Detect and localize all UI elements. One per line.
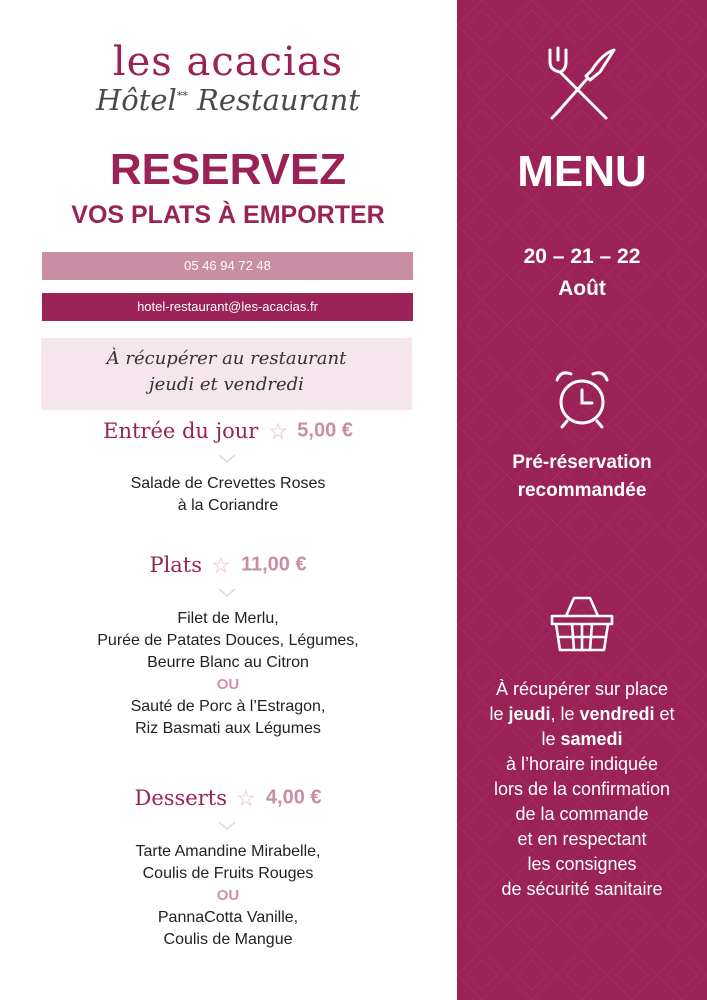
dish-line: Sauté de Porc à l’Estragon,: [130, 698, 326, 715]
dish-entree: [0, 473, 456, 517]
section-header-entree: [0, 419, 456, 443]
prereservation-notice: [457, 449, 707, 505]
dish-line: Salade de Crevettes Roses: [130, 475, 326, 492]
menu-title: MENU: [517, 147, 647, 196]
dish-line: Beurre Blanc au Citron: [147, 654, 309, 671]
section-name: Entrée du jour: [103, 419, 259, 443]
pickup-line: et en respectant: [517, 829, 647, 849]
dish-desserts: [0, 841, 456, 951]
menu-dates: [457, 241, 707, 305]
chevron-down-icon: [217, 820, 237, 832]
chevron-down-icon: [217, 587, 237, 599]
day-thursday: jeudi: [508, 704, 551, 724]
dish-line: à la Coriandre: [177, 497, 279, 514]
section-price: 5,00 €: [297, 419, 353, 442]
or-separator: OU: [216, 676, 240, 693]
or-separator: OU: [216, 887, 240, 904]
dish-plats: [0, 608, 456, 740]
logo-stars: **: [176, 89, 188, 103]
pickup-line: lors de la confirmation: [493, 779, 671, 799]
logo-subtitle: [0, 83, 456, 117]
page-title: RESERVEZ: [109, 145, 347, 194]
dish-line: Coulis de Mangue: [163, 931, 293, 948]
section-name: Plats: [149, 553, 203, 577]
pickup-line: à l’horaire indiquée: [505, 754, 659, 774]
pickup-note-line2: jeudi et vendredi: [149, 374, 304, 395]
page-subtitle: VOS PLATS À EMPORTER: [71, 201, 385, 229]
logo-hotel: Hôtel: [95, 83, 177, 117]
section-price: 11,00 €: [240, 553, 307, 576]
dish-line: Tarte Amandine Mirabelle,: [135, 843, 321, 860]
email-address[interactable]: hotel-restaurant@les-acacias.fr: [42, 293, 413, 321]
pickup-line: de la commande: [515, 804, 649, 824]
pickup-line: le jeudi, le vendredi et: [489, 704, 675, 724]
menu-panel: [457, 0, 707, 1000]
date-range: 20 – 21 – 22: [523, 245, 641, 268]
phone-number[interactable]: 05 46 94 72 48: [42, 252, 413, 280]
hotel-logo: [0, 39, 456, 132]
prereservation-line1: Pré-réservation: [512, 452, 652, 473]
pickup-note-line1: À récupérer au restaurant: [106, 348, 347, 369]
star-icon: [269, 422, 287, 440]
pickup-line: les consignes: [527, 854, 637, 874]
pickup-line: de sécurité sanitaire: [501, 879, 663, 899]
dish-line: PannaCotta Vanille,: [157, 909, 299, 926]
dish-line: Coulis de Fruits Rouges: [142, 865, 314, 882]
pickup-note: [41, 338, 412, 410]
cutlery-icon: [542, 44, 622, 124]
section-header-desserts: [0, 786, 456, 810]
prereservation-line2: recommandée: [517, 480, 647, 501]
section-price: 4,00 €: [265, 786, 322, 809]
logo-restaurant: Restaurant: [197, 83, 361, 117]
basket-icon: [550, 594, 614, 654]
dish-line: Purée de Patates Douces, Légumes,: [97, 632, 359, 649]
star-icon: [237, 789, 255, 807]
section-header-plats: [0, 553, 456, 577]
dish-line: Filet de Merlu,: [177, 610, 279, 627]
pickup-instructions: [457, 677, 707, 902]
pickup-line: À récupérer sur place: [495, 679, 669, 699]
dish-line: Riz Basmati aux Légumes: [135, 720, 321, 737]
day-saturday: samedi: [560, 729, 623, 749]
date-month: Août: [558, 277, 606, 300]
alarm-clock-icon: [549, 366, 615, 432]
logo-name: les acacias: [112, 39, 344, 85]
section-name: Desserts: [134, 786, 227, 810]
chevron-down-icon: [217, 453, 237, 465]
day-friday: vendredi: [579, 704, 655, 724]
star-icon: [212, 556, 230, 574]
pickup-line: le samedi: [541, 729, 623, 749]
